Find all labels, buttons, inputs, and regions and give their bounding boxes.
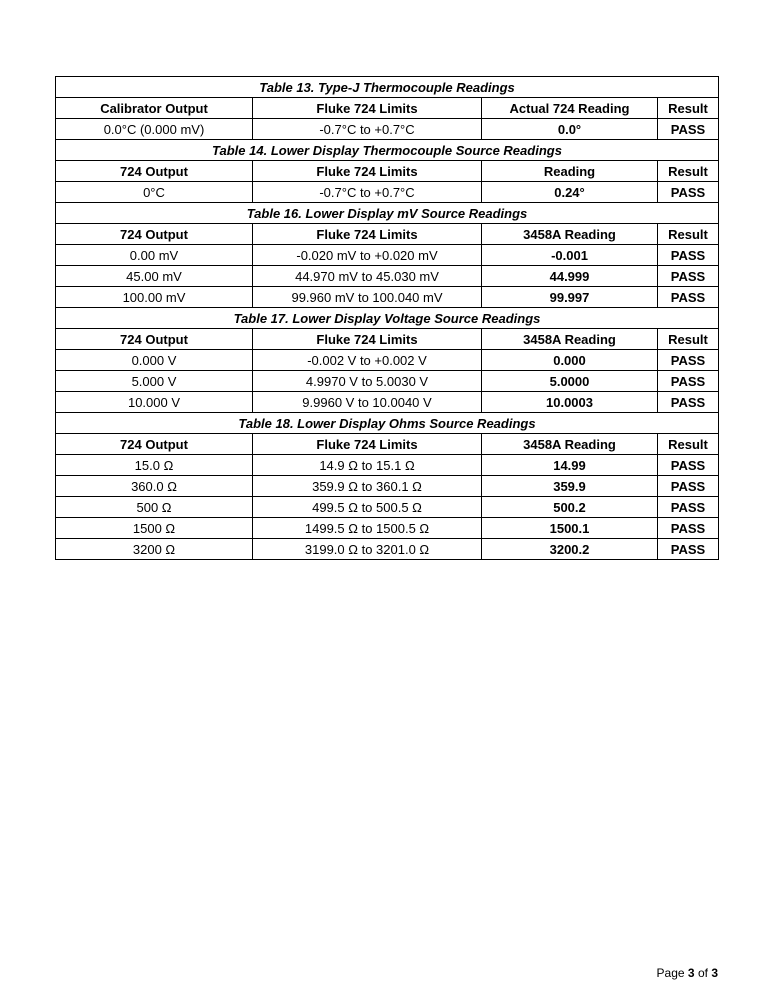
column-header: 3458A Reading xyxy=(482,434,658,455)
table-header-row xyxy=(56,161,719,182)
column-header: Fluke 724 Limits xyxy=(253,98,482,119)
limits-cell: 99.960 mV to 100.040 mV xyxy=(253,287,482,308)
output-cell: 1500 Ω xyxy=(56,518,253,539)
page-label: Page xyxy=(656,966,685,980)
reading-cell: 0.000 xyxy=(482,350,658,371)
table-caption: Table 17. Lower Display Voltage Source Readings xyxy=(56,308,719,329)
table-row xyxy=(56,476,719,497)
column-header: 724 Output xyxy=(56,434,253,455)
column-header: 724 Output xyxy=(56,329,253,350)
page-of-label: of xyxy=(697,966,708,980)
output-cell: 360.0 Ω xyxy=(56,476,253,497)
table-caption-row xyxy=(56,77,719,98)
result-cell: PASS xyxy=(658,287,719,308)
table-caption-row xyxy=(56,203,719,224)
table-header-row xyxy=(56,224,719,245)
column-header: 3458A Reading xyxy=(482,329,658,350)
column-header: Calibrator Output xyxy=(56,98,253,119)
limits-cell: 1499.5 Ω to 1500.5 Ω xyxy=(253,518,482,539)
column-header: Result xyxy=(658,434,719,455)
table-header-row xyxy=(56,98,719,119)
table-row xyxy=(56,182,719,203)
reading-cell: 14.99 xyxy=(482,455,658,476)
limits-cell: 4.9970 V to 5.0030 V xyxy=(253,371,482,392)
table-row xyxy=(56,266,719,287)
output-cell: 0.00 mV xyxy=(56,245,253,266)
table-row xyxy=(56,119,719,140)
limits-cell: -0.020 mV to +0.020 mV xyxy=(253,245,482,266)
result-cell: PASS xyxy=(658,476,719,497)
result-cell: PASS xyxy=(658,266,719,287)
limits-cell: 499.5 Ω to 500.5 Ω xyxy=(253,497,482,518)
column-header: Reading xyxy=(482,161,658,182)
limits-cell: 3199.0 Ω to 3201.0 Ω xyxy=(253,539,482,560)
table-row xyxy=(56,455,719,476)
table-caption-row xyxy=(56,308,719,329)
column-header: Fluke 724 Limits xyxy=(253,434,482,455)
column-header: Result xyxy=(658,98,719,119)
page-footer xyxy=(657,966,718,980)
reading-cell: 0.0° xyxy=(482,119,658,140)
limits-cell: 14.9 Ω to 15.1 Ω xyxy=(253,455,482,476)
column-header: Actual 724 Reading xyxy=(482,98,658,119)
result-cell: PASS xyxy=(658,350,719,371)
column-header: Fluke 724 Limits xyxy=(253,329,482,350)
reading-cell: 99.997 xyxy=(482,287,658,308)
limits-cell: 359.9 Ω to 360.1 Ω xyxy=(253,476,482,497)
page-total: 3 xyxy=(711,966,718,980)
calibration-results-body xyxy=(56,77,719,560)
table-caption: Table 18. Lower Display Ohms Source Readings xyxy=(56,413,719,434)
column-header: Result xyxy=(658,161,719,182)
column-header: 724 Output xyxy=(56,224,253,245)
table-caption: Table 14. Lower Display Thermocouple Source Readings xyxy=(56,140,719,161)
table-caption: Table 13. Type-J Thermocouple Readings xyxy=(56,77,719,98)
table-row xyxy=(56,497,719,518)
column-header: 724 Output xyxy=(56,161,253,182)
result-cell: PASS xyxy=(658,518,719,539)
reading-cell: 359.9 xyxy=(482,476,658,497)
table-row xyxy=(56,245,719,266)
reading-cell: 500.2 xyxy=(482,497,658,518)
output-cell: 10.000 V xyxy=(56,392,253,413)
output-cell: 100.00 mV xyxy=(56,287,253,308)
table-caption-row xyxy=(56,140,719,161)
output-cell: 0.0°C (0.000 mV) xyxy=(56,119,253,140)
column-header: 3458A Reading xyxy=(482,224,658,245)
column-header: Result xyxy=(658,224,719,245)
output-cell: 5.000 V xyxy=(56,371,253,392)
table-row xyxy=(56,371,719,392)
column-header: Fluke 724 Limits xyxy=(253,161,482,182)
output-cell: 45.00 mV xyxy=(56,266,253,287)
table-row xyxy=(56,350,719,371)
column-header: Fluke 724 Limits xyxy=(253,224,482,245)
result-cell: PASS xyxy=(658,497,719,518)
table-row xyxy=(56,392,719,413)
result-cell: PASS xyxy=(658,371,719,392)
output-cell: 0°C xyxy=(56,182,253,203)
result-cell: PASS xyxy=(658,119,719,140)
table-header-row xyxy=(56,434,719,455)
limits-cell: 44.970 mV to 45.030 mV xyxy=(253,266,482,287)
limits-cell: -0.7°C to +0.7°C xyxy=(253,119,482,140)
page-number: 3 xyxy=(687,966,695,980)
table-row xyxy=(56,539,719,560)
reading-cell: 0.24° xyxy=(482,182,658,203)
table-header-row xyxy=(56,329,719,350)
reading-cell: 1500.1 xyxy=(482,518,658,539)
output-cell: 500 Ω xyxy=(56,497,253,518)
output-cell: 15.0 Ω xyxy=(56,455,253,476)
result-cell: PASS xyxy=(658,539,719,560)
limits-cell: 9.9960 V to 10.0040 V xyxy=(253,392,482,413)
output-cell: 0.000 V xyxy=(56,350,253,371)
reading-cell: 3200.2 xyxy=(482,539,658,560)
table-row xyxy=(56,518,719,539)
result-cell: PASS xyxy=(658,245,719,266)
result-cell: PASS xyxy=(658,392,719,413)
reading-cell: -0.001 xyxy=(482,245,658,266)
result-cell: PASS xyxy=(658,455,719,476)
limits-cell: -0.7°C to +0.7°C xyxy=(253,182,482,203)
output-cell: 3200 Ω xyxy=(56,539,253,560)
calibration-results-table xyxy=(55,76,719,560)
reading-cell: 10.0003 xyxy=(482,392,658,413)
result-cell: PASS xyxy=(658,182,719,203)
table-caption-row xyxy=(56,413,719,434)
table-row xyxy=(56,287,719,308)
table-caption: Table 16. Lower Display mV Source Readings xyxy=(56,203,719,224)
column-header: Result xyxy=(658,329,719,350)
limits-cell: -0.002 V to +0.002 V xyxy=(253,350,482,371)
reading-cell: 5.0000 xyxy=(482,371,658,392)
reading-cell: 44.999 xyxy=(482,266,658,287)
